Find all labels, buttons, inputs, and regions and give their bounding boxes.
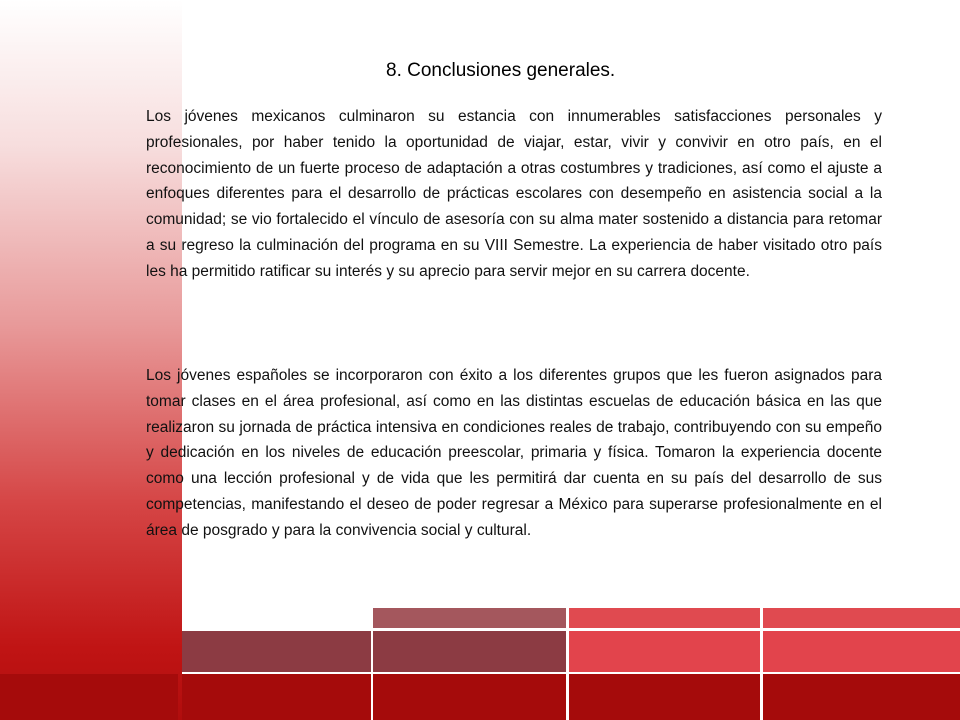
block-mid-2 [373, 631, 566, 672]
paragraph-spanish-students: Los jóvenes españoles se incorporaron con éxito a los diferentes grupos que les fueron asignados para tomar clases en el área profesional, así como en las distintas escuelas de educación básica en las que realizaron su jornada de práctica intensiva en condiciones reales de trabajo, contribuyendo con su empeño y dedicación en los niveles de educación preescolar, primaria y física. Tomaron la experiencia docente como una lección profesional y de vida que les permitirá dar cuenta en su país del desarrollo de sus competencias, manifestando el deseo de poder regresar a México para superarse profesionalmente en el área de posgrado y para la convivencia social y cultural. [146, 367, 882, 539]
block-mid-4 [763, 631, 960, 672]
paragraph-mexican-students: Los jóvenes mexicanos culminaron su estancia con innumerables satisfacciones personales y profesionales, por haber tenido la oportunidad de viajar, estar, vivir y convivir en otro país, en el reconocimiento de un fuerte proceso de adaptación a otras costumbres y tradiciones, así como el ajuste a enfoques diferentes para el desarrollo de prácticas escolares con desempeño en asistencia social a la comunidad; se vio fortalecido el vínculo de asesoría con su alma mater sostenido a distancia para retomar a su regreso la culminación del programa en su VIII Semestre. La experiencia de haber visitado otro país les ha permitido ratificar su interés y su aprecio para servir mejor en su carrera docente. [146, 108, 882, 280]
block-bottom-2 [373, 674, 566, 720]
block-mid-1 [182, 631, 371, 672]
block-bottom-1 [182, 674, 371, 720]
block-bottom-3 [569, 674, 760, 720]
block-bottom-4 [763, 674, 960, 720]
block-top-red-2 [763, 608, 960, 628]
section-title: 8. Conclusiones generales. [386, 60, 616, 81]
block-top-red-1 [569, 608, 760, 628]
block-mid-3 [569, 631, 760, 672]
block-top-mauve [373, 608, 566, 628]
